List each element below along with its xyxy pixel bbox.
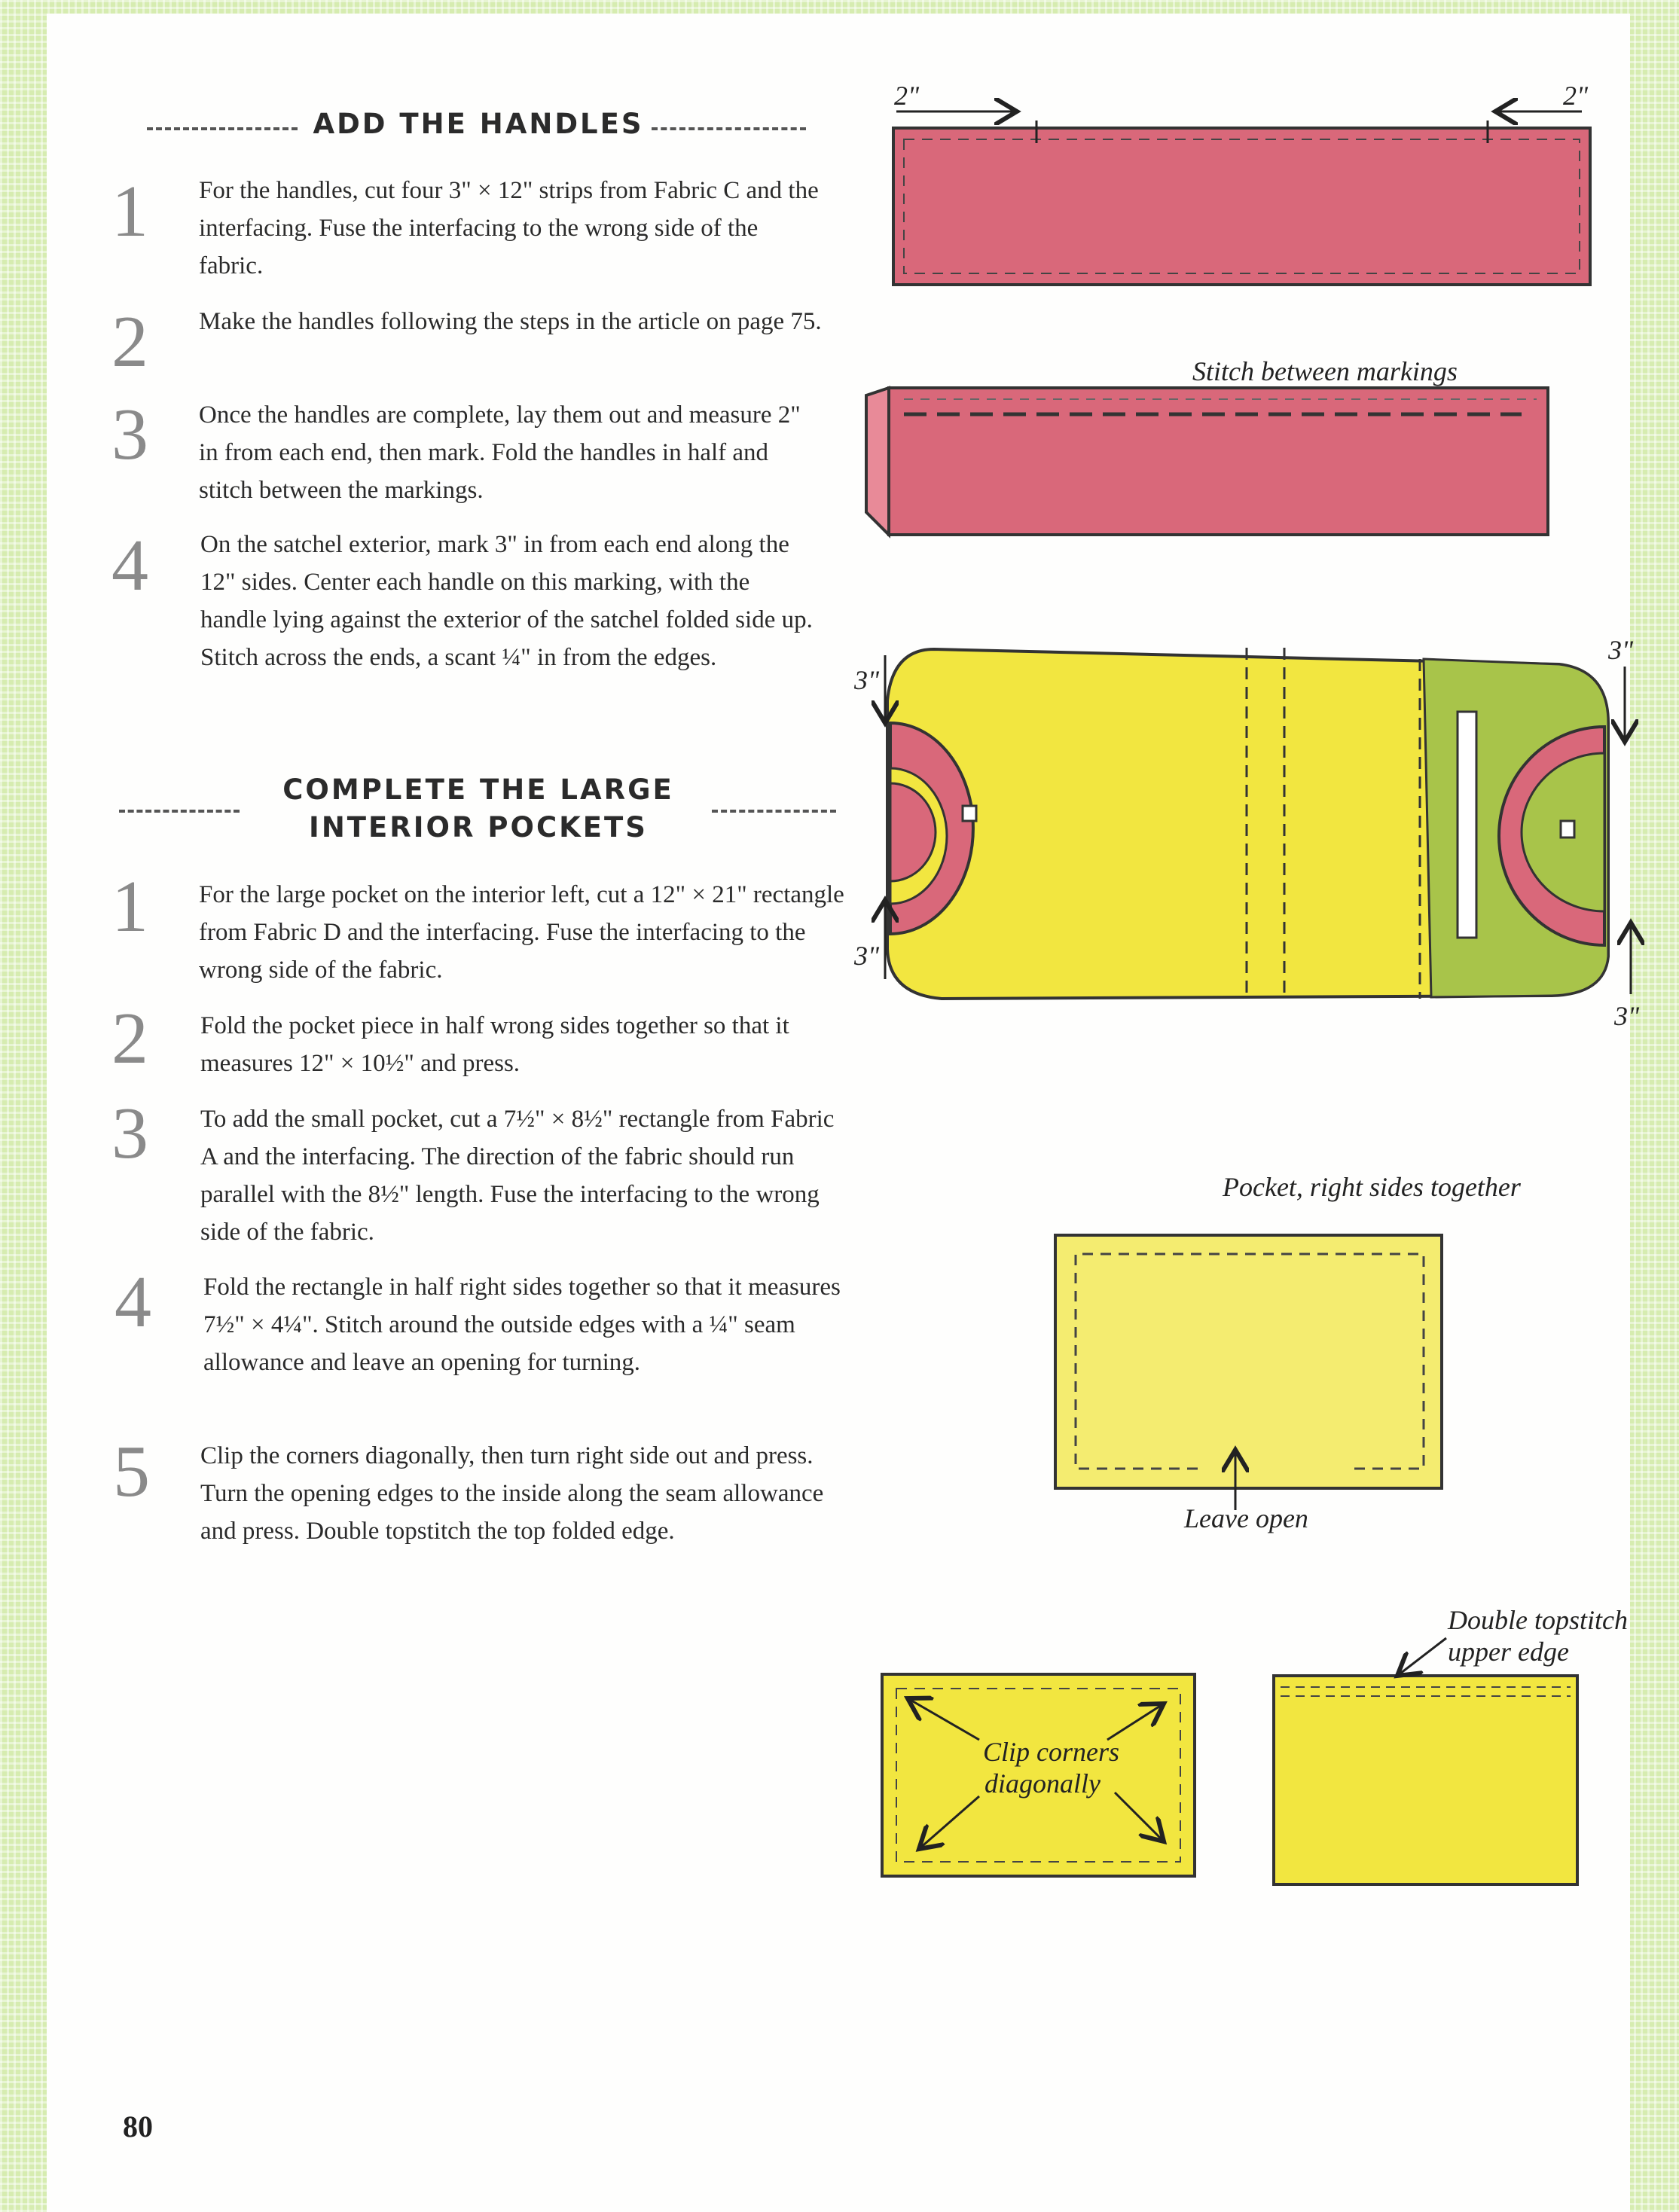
leave-open-label: Leave open xyxy=(1184,1503,1308,1533)
step-number: 4 xyxy=(111,525,148,606)
topstitch-label: upper edge xyxy=(1448,1637,1569,1667)
handle-strip-marked xyxy=(893,111,1590,285)
step-text: Fold the pocket piece in half wrong sides together so that it measures 12" × 10½" and press. xyxy=(200,1012,789,1077)
satchel-exterior xyxy=(885,648,1631,999)
measure-label: 3" xyxy=(854,941,880,971)
pocket-label: Pocket, right sides together xyxy=(1223,1172,1521,1202)
step-number: 3 xyxy=(111,1093,148,1174)
heading-line: INTERIOR POCKETS xyxy=(309,811,648,844)
step-number: 1 xyxy=(111,171,148,252)
measure-label: 2" xyxy=(1563,81,1589,111)
step-number: 2 xyxy=(111,998,148,1079)
measure-label: 2" xyxy=(894,81,920,111)
step-number: 5 xyxy=(113,1431,150,1512)
measure-label: 3" xyxy=(1608,635,1634,665)
clip-label: diagonally xyxy=(985,1768,1101,1799)
pocket-topstitched xyxy=(1274,1638,1577,1884)
step-text: Fold the rectangle in half right sides together so that it measures 7½" × 4¼". Stitch around the outside edges with a ¼" seam allowance and leave an opening for turning. xyxy=(203,1274,841,1376)
handle-strip-folded xyxy=(866,388,1548,535)
step-text: Clip the corners diagonally, then turn right side out and press. Turn the opening edges to the inside along the seam allowance and press. Double topstitch the top folded edge. xyxy=(200,1442,824,1545)
stitch-label: Stitch between markings xyxy=(1192,356,1458,386)
step-number: 2 xyxy=(111,301,148,383)
measure-label: 3" xyxy=(1614,1001,1640,1031)
step-text: Once the handles are complete, lay them out and measure 2" in from each end, then mark. Fold the handles in half and stitch between the markings. xyxy=(199,401,801,504)
small-pocket xyxy=(1055,1235,1442,1510)
measure-label: 3" xyxy=(854,665,880,695)
clip-label: Clip corners xyxy=(983,1737,1120,1767)
page-number: 80 xyxy=(123,2110,153,2143)
step-text: To add the small pocket, cut a 7½" × 8½" rectangle from Fabric A and the interfacing. The direction of the fabric should run parallel with the 8½" length. Fuse the interfacing to the wrong side of the fabric. xyxy=(200,1106,835,1246)
section-heading-add-handles: ADD THE HANDLES xyxy=(313,108,644,140)
topstitch-label: Double topstitch xyxy=(1448,1605,1628,1635)
step-number: 3 xyxy=(111,394,148,475)
step-text: For the handles, cut four 3" × 12" strips from Fabric C and the interfacing. Fuse the interfacing to the wrong side of the fabric. xyxy=(199,177,819,279)
step-number: 1 xyxy=(111,866,148,947)
step-text: Make the handles following the steps in the article on page 75. xyxy=(199,308,822,335)
step-text: For the large pocket on the interior left, cut a 12" × 21" rectangle from Fabric D and the interfacing. Fuse the interfacing to the wrong side of the fabric. xyxy=(199,881,844,984)
heading-line: COMPLETE THE LARGE xyxy=(282,773,674,806)
step-number: 4 xyxy=(114,1262,151,1343)
step-text: On the satchel exterior, mark 3" in from each end along the 12" sides. Center each handle on this marking, with the handle lying against the exterior of the satchel folded side up. Stitch across the ends, a scant ¼" in from the edges. xyxy=(200,531,813,671)
